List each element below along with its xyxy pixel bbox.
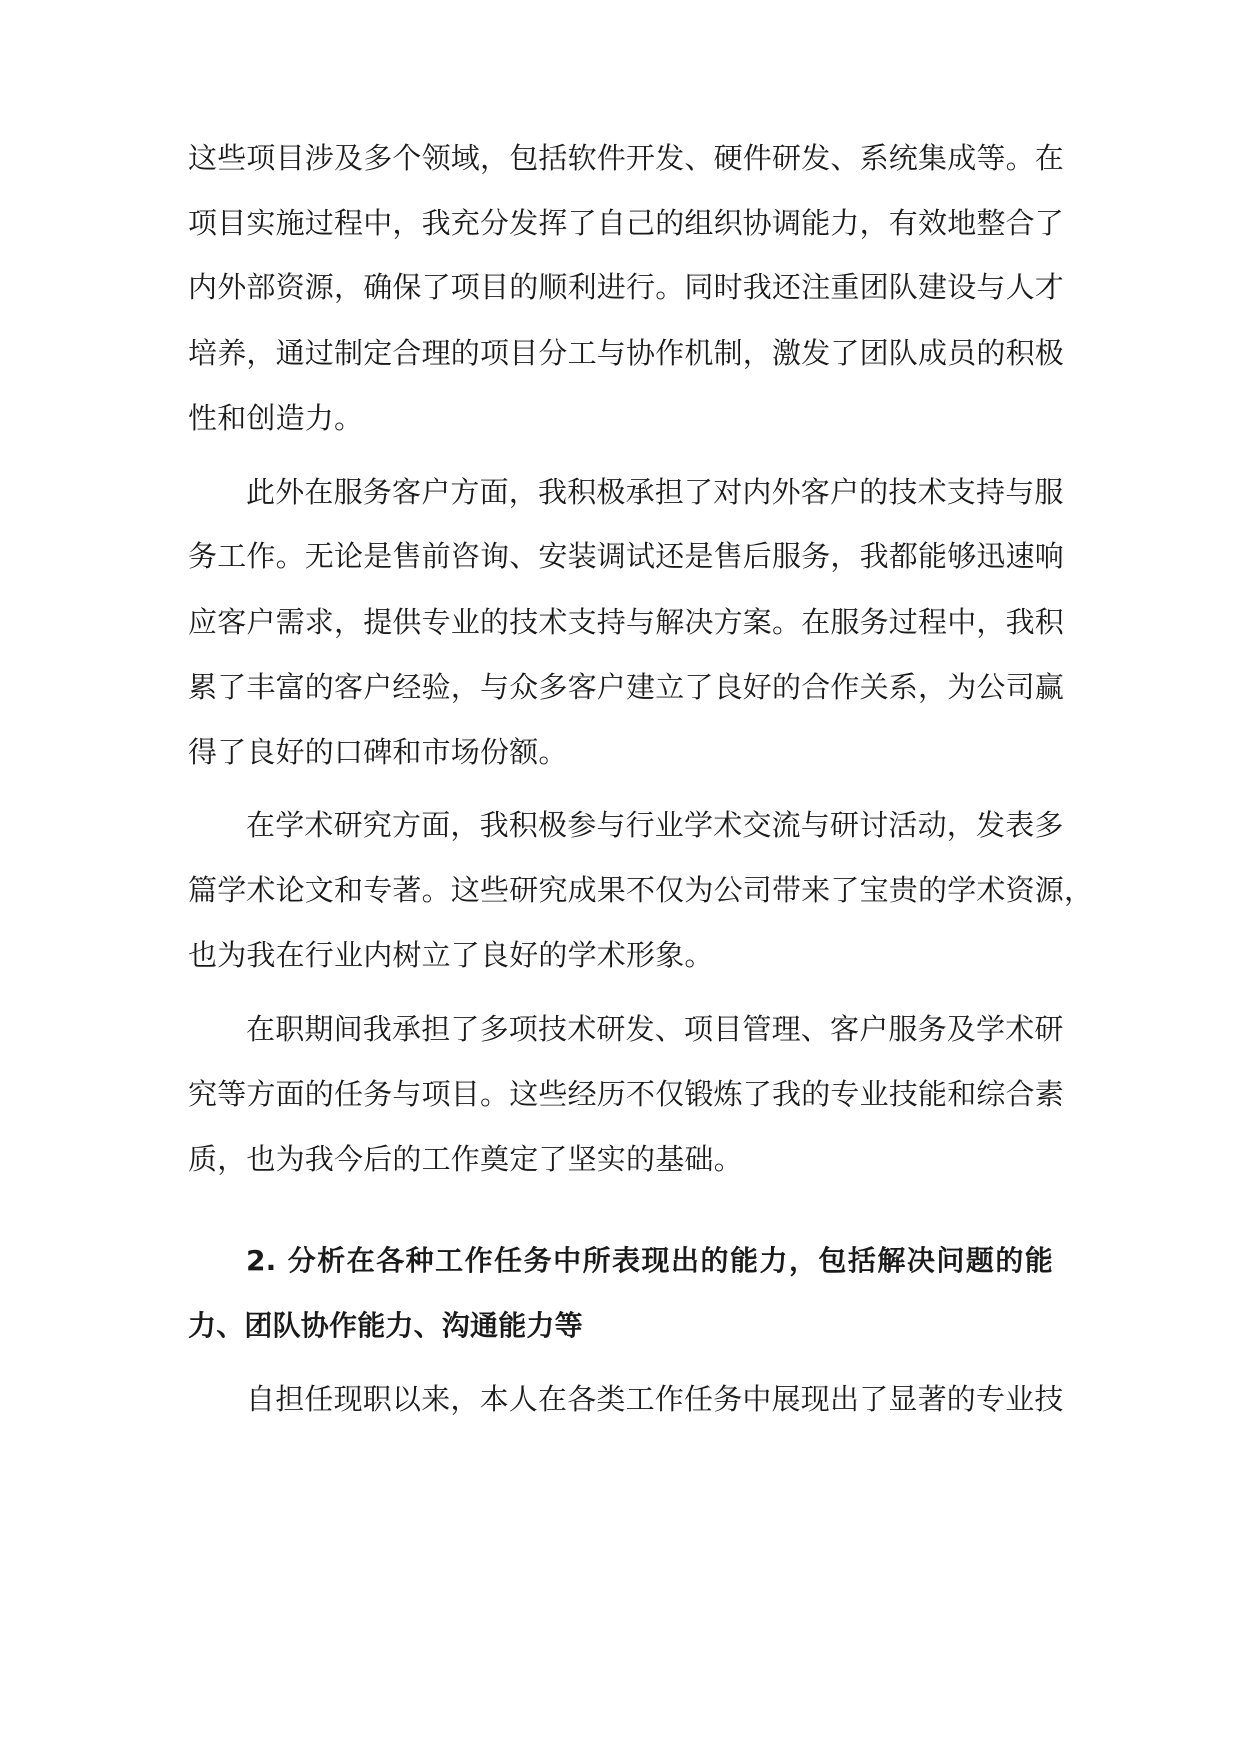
paragraph-3-line-2: 篇学术论文和专著。这些研究成果不仅为公司带来了宝贵的学术资源， [188, 873, 1094, 907]
paragraph-1-line-1: 这些项目涉及多个领域，包括软件开发、硬件研发、系统集成等。在 [188, 141, 1065, 175]
paragraph-5-line-1: 自担任现职以来，本人在各类工作任务中展现出了显著的专业技 [246, 1382, 1064, 1416]
paragraph-4-line-3: 质，也为我今后的工作奠定了坚实的基础。 [188, 1142, 743, 1176]
paragraph-3-line-1: 在学术研究方面，我积极参与行业学术交流与研讨活动，发表多 [246, 808, 1064, 842]
paragraph-2-line-1: 此外在服务客户方面，我积极承担了对内外客户的技术支持与服 [246, 475, 1064, 509]
paragraph-2-line-5: 得了良好的口碑和市场份额。 [188, 735, 568, 769]
paragraph-4-line-1: 在职期间我承担了多项技术研发、项目管理、客户服务及学术研 [246, 1012, 1064, 1046]
paragraph-1-line-3: 内外部资源，确保了项目的顺利进行。同时我还注重团队建设与人才 [188, 270, 1065, 304]
paragraph-2-line-2: 务工作。无论是售前咨询、安装调试还是售后服务，我都能够迅速响 [188, 539, 1065, 573]
section-heading-line-1: 2. 分析在各种工作任务中所表现出的能力，包括解决问题的能 [246, 1244, 1053, 1277]
paragraph-1-line-2: 项目实施过程中，我充分发挥了自己的组织协调能力，有效地整合了 [188, 206, 1065, 240]
paragraph-4-line-2: 究等方面的任务与项目。这些经历不仅锻炼了我的专业技能和综合素 [188, 1077, 1065, 1111]
section-heading-line-2: 力、团队协作能力、沟通能力等 [188, 1309, 583, 1342]
paragraph-1-line-5: 性和创造力。 [188, 401, 364, 435]
paragraph-2-line-4: 累了丰富的客户经验，与众多客户建立了良好的合作关系，为公司赢 [188, 670, 1065, 704]
paragraph-2-line-3: 应客户需求，提供专业的技术支持与解决方案。在服务过程中，我积 [188, 605, 1065, 639]
paragraph-1-line-4: 培养，通过制定合理的项目分工与协作机制，激发了团队成员的积极 [188, 336, 1065, 370]
paragraph-3-line-3: 也为我在行业内树立了良好的学术形象。 [188, 938, 714, 972]
